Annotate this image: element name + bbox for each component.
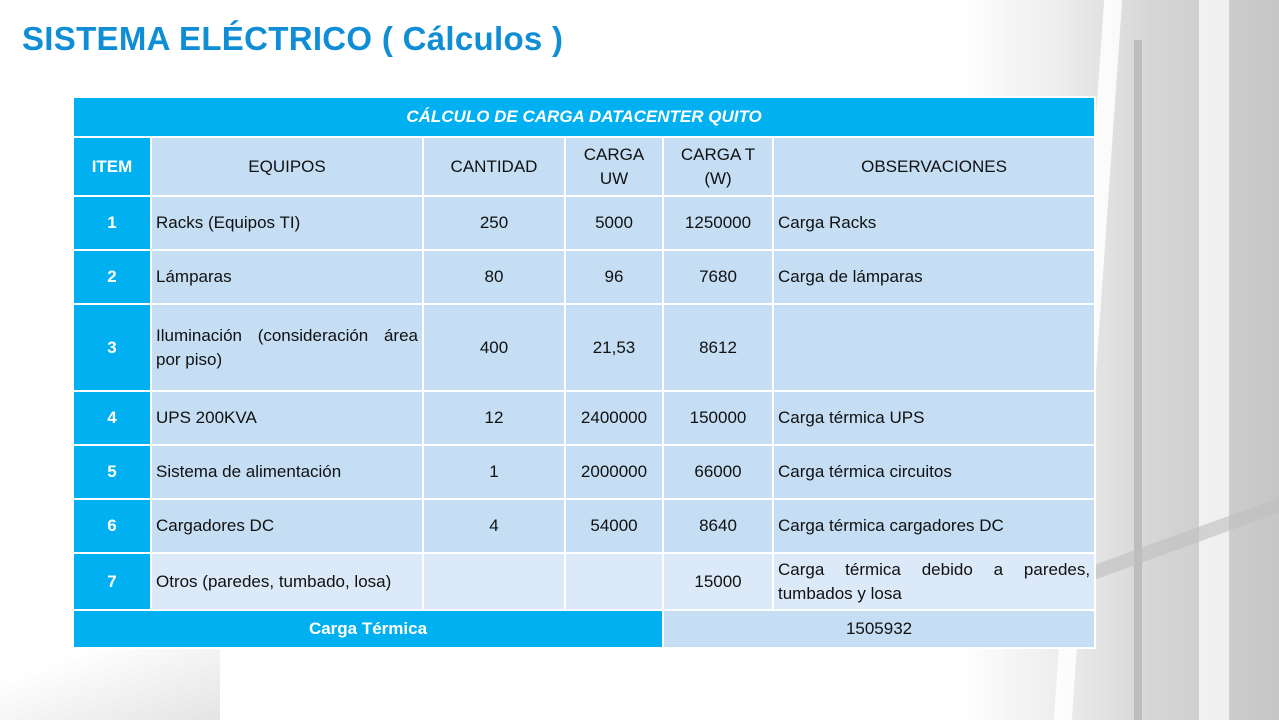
row-carga-t: 8640 xyxy=(663,499,773,553)
table-caption-row xyxy=(73,97,1095,137)
row-carga-t: 150000 xyxy=(663,391,773,445)
row-item: 6 xyxy=(73,499,151,553)
row-cantidad: 4 xyxy=(423,499,565,553)
header-observaciones: OBSERVACIONES xyxy=(773,137,1095,196)
table-caption: CÁLCULO DE CARGA DATACENTER QUITO xyxy=(73,97,1095,137)
row-observaciones xyxy=(773,304,1095,391)
row-carga-uw: 2400000 xyxy=(565,391,663,445)
row-equipos: Lámparas xyxy=(151,250,423,304)
slide-title: SISTEMA ELÉCTRICO ( Cálculos ) xyxy=(22,20,564,57)
header-carga-uw: CARGA UW xyxy=(565,137,663,196)
background-frame-bar xyxy=(1199,0,1229,720)
table-row xyxy=(73,553,1095,610)
total-row xyxy=(73,610,1095,648)
load-calculation-table xyxy=(72,96,1096,649)
row-item: 7 xyxy=(73,553,151,610)
row-item: 2 xyxy=(73,250,151,304)
row-observaciones: Carga térmica cargadores DC xyxy=(773,499,1095,553)
row-cantidad: 80 xyxy=(423,250,565,304)
row-carga-uw: 54000 xyxy=(565,499,663,553)
row-carga-uw xyxy=(565,553,663,610)
row-carga-t: 7680 xyxy=(663,250,773,304)
header-cantidad: CANTIDAD xyxy=(423,137,565,196)
table-row xyxy=(73,196,1095,250)
header-item: ITEM xyxy=(73,137,151,196)
table-row xyxy=(73,304,1095,391)
row-carga-t: 15000 xyxy=(663,553,773,610)
row-cantidad: 12 xyxy=(423,391,565,445)
row-item: 4 xyxy=(73,391,151,445)
row-carga-t: 8612 xyxy=(663,304,773,391)
row-carga-uw: 2000000 xyxy=(565,445,663,499)
row-carga-uw: 21,53 xyxy=(565,304,663,391)
row-cantidad: 250 xyxy=(423,196,565,250)
table-row xyxy=(73,445,1095,499)
row-observaciones: Carga de lámparas xyxy=(773,250,1095,304)
row-observaciones: Carga térmica circuitos xyxy=(773,445,1095,499)
row-item: 5 xyxy=(73,445,151,499)
table-row xyxy=(73,391,1095,445)
row-cantidad: 400 xyxy=(423,304,565,391)
row-equipos: Racks (Equipos TI) xyxy=(151,196,423,250)
row-equipos: Cargadores DC xyxy=(151,499,423,553)
row-cantidad xyxy=(423,553,565,610)
row-equipos: Sistema de alimentación xyxy=(151,445,423,499)
header-carga-t: CARGA T (W) xyxy=(663,137,773,196)
row-observaciones: Carga Racks xyxy=(773,196,1095,250)
row-observaciones: Carga térmica debido a paredes, tumbados y losa xyxy=(773,553,1095,610)
row-carga-t: 1250000 xyxy=(663,196,773,250)
row-equipos: Otros (paredes, tumbado, losa) xyxy=(151,553,423,610)
header-equipos: EQUIPOS xyxy=(151,137,423,196)
row-equipos: Iluminación (consideración área por piso) xyxy=(151,304,423,391)
row-item: 3 xyxy=(73,304,151,391)
total-value: 1505932 xyxy=(663,610,1095,648)
row-cantidad: 1 xyxy=(423,445,565,499)
row-item: 1 xyxy=(73,196,151,250)
row-carga-uw: 5000 xyxy=(565,196,663,250)
row-observaciones: Carga térmica UPS xyxy=(773,391,1095,445)
table-row xyxy=(73,499,1095,553)
row-carga-t: 66000 xyxy=(663,445,773,499)
row-carga-uw: 96 xyxy=(565,250,663,304)
total-label: Carga Térmica xyxy=(73,610,663,648)
table-row xyxy=(73,250,1095,304)
table-header-row xyxy=(73,137,1095,196)
row-equipos: UPS 200KVA xyxy=(151,391,423,445)
background-frame-bar xyxy=(1134,40,1142,720)
